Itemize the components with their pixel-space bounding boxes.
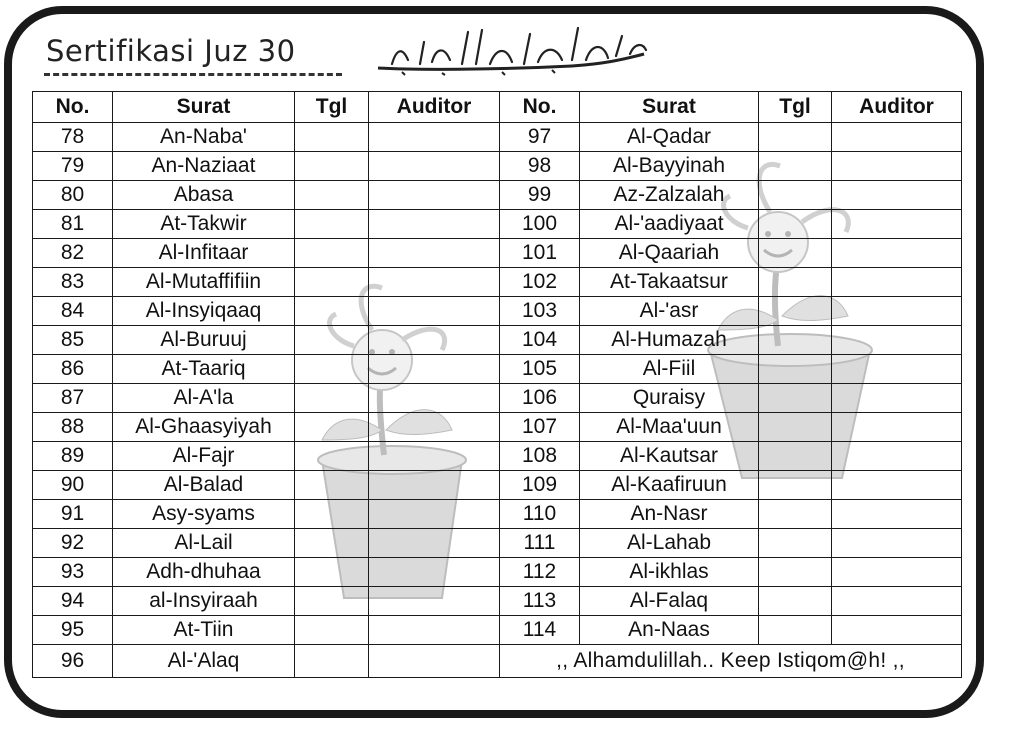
surah-name: Al-Qaariah	[580, 239, 759, 268]
surah-name: Al-Fajr	[113, 442, 295, 471]
date-cell	[295, 442, 369, 471]
table-row	[33, 413, 962, 442]
table-row	[33, 558, 962, 587]
auditor-cell	[369, 210, 500, 239]
surah-name: At-Takaatsur	[580, 268, 759, 297]
surah-name: Al-Qadar	[580, 123, 759, 152]
surah-name: At-Taariq	[113, 355, 295, 384]
auditor-cell	[832, 268, 962, 297]
table-row	[33, 239, 962, 268]
surah-number: 111	[500, 529, 580, 558]
date-cell	[295, 297, 369, 326]
surah-number: 102	[500, 268, 580, 297]
surah-name: al-Insyiraah	[113, 587, 295, 616]
surah-number: 96	[33, 645, 113, 678]
date-cell	[759, 181, 832, 210]
surah-number: 93	[33, 558, 113, 587]
surah-name: Al-'Alaq	[113, 645, 295, 678]
surah-number: 98	[500, 152, 580, 181]
auditor-cell	[369, 645, 500, 678]
surah-number: 78	[33, 123, 113, 152]
date-cell	[295, 500, 369, 529]
surah-number: 91	[33, 500, 113, 529]
surah-name: Al-Fiil	[580, 355, 759, 384]
surah-number: 84	[33, 297, 113, 326]
surah-number: 109	[500, 471, 580, 500]
date-cell	[759, 500, 832, 529]
surah-number: 108	[500, 442, 580, 471]
date-cell	[759, 355, 832, 384]
date-cell	[759, 123, 832, 152]
surah-name: Az-Zalzalah	[580, 181, 759, 210]
table-row	[33, 587, 962, 616]
auditor-cell	[832, 471, 962, 500]
surah-number: 89	[33, 442, 113, 471]
date-cell	[295, 152, 369, 181]
surah-number: 114	[500, 616, 580, 645]
surah-name: Al-'aadiyaat	[580, 210, 759, 239]
auditor-cell	[832, 413, 962, 442]
header-no: No.	[500, 92, 580, 123]
surah-name: Al-ikhlas	[580, 558, 759, 587]
surah-number: 90	[33, 471, 113, 500]
auditor-cell	[832, 181, 962, 210]
surah-number: 113	[500, 587, 580, 616]
auditor-cell	[369, 442, 500, 471]
auditor-cell	[369, 529, 500, 558]
auditor-cell	[369, 413, 500, 442]
auditor-cell	[832, 210, 962, 239]
surah-number: 104	[500, 326, 580, 355]
date-cell	[759, 413, 832, 442]
table-row	[33, 471, 962, 500]
auditor-cell	[832, 326, 962, 355]
surah-name: Al-'asr	[580, 297, 759, 326]
auditor-cell	[832, 123, 962, 152]
date-cell	[759, 558, 832, 587]
header-tgl: Tgl	[295, 92, 369, 123]
auditor-cell	[369, 181, 500, 210]
date-cell	[759, 239, 832, 268]
table-row	[33, 210, 962, 239]
auditor-cell	[832, 616, 962, 645]
surah-number: 86	[33, 355, 113, 384]
auditor-cell	[832, 355, 962, 384]
surah-name: Al-Lail	[113, 529, 295, 558]
date-cell	[759, 268, 832, 297]
auditor-cell	[832, 152, 962, 181]
table-row	[33, 384, 962, 413]
date-cell	[295, 239, 369, 268]
date-cell	[295, 413, 369, 442]
surah-number: 101	[500, 239, 580, 268]
date-cell	[295, 645, 369, 678]
surah-number: 110	[500, 500, 580, 529]
surah-number: 105	[500, 355, 580, 384]
surah-name: An-Naziaat	[113, 152, 295, 181]
table-row	[33, 123, 962, 152]
table-row	[33, 645, 962, 678]
surah-number: 103	[500, 297, 580, 326]
auditor-cell	[369, 326, 500, 355]
date-cell	[295, 123, 369, 152]
date-cell	[295, 326, 369, 355]
surah-number: 79	[33, 152, 113, 181]
table-row	[33, 268, 962, 297]
surah-number: 82	[33, 239, 113, 268]
date-cell	[759, 152, 832, 181]
auditor-cell	[369, 239, 500, 268]
surah-name: Al-Kaafiruun	[580, 471, 759, 500]
surah-name: Al-Buruuj	[113, 326, 295, 355]
date-cell	[295, 384, 369, 413]
date-cell	[295, 268, 369, 297]
surah-number: 87	[33, 384, 113, 413]
surah-name: Adh-dhuhaa	[113, 558, 295, 587]
surah-number: 88	[33, 413, 113, 442]
table-row	[33, 616, 962, 645]
surah-name: Asy-syams	[113, 500, 295, 529]
table-row	[33, 181, 962, 210]
table-row	[33, 442, 962, 471]
surah-name: Al-A'la	[113, 384, 295, 413]
date-cell	[295, 616, 369, 645]
surah-number: 107	[500, 413, 580, 442]
date-cell	[295, 529, 369, 558]
header-auditor: Auditor	[832, 92, 962, 123]
surah-number: 80	[33, 181, 113, 210]
header-row	[33, 92, 962, 123]
auditor-cell	[832, 239, 962, 268]
surah-name: Al-Bayyinah	[580, 152, 759, 181]
surah-number: 81	[33, 210, 113, 239]
surah-name: Al-Balad	[113, 471, 295, 500]
surah-number: 99	[500, 181, 580, 210]
date-cell	[759, 297, 832, 326]
surah-name: Al-Ghaasyiyah	[113, 413, 295, 442]
surah-number: 100	[500, 210, 580, 239]
auditor-cell	[369, 123, 500, 152]
auditor-cell	[369, 558, 500, 587]
auditor-cell	[832, 500, 962, 529]
surah-number: 92	[33, 529, 113, 558]
auditor-cell	[832, 558, 962, 587]
date-cell	[295, 471, 369, 500]
date-cell	[295, 587, 369, 616]
date-cell	[295, 355, 369, 384]
basmalah-calligraphy	[372, 20, 652, 78]
surah-name: Al-Mutaffifiin	[113, 268, 295, 297]
date-cell	[295, 558, 369, 587]
surah-number: 83	[33, 268, 113, 297]
surah-name: Al-Maa'uun	[580, 413, 759, 442]
date-cell	[759, 210, 832, 239]
date-cell	[759, 587, 832, 616]
surah-name: Al-Lahab	[580, 529, 759, 558]
title-underline	[44, 73, 342, 76]
auditor-cell	[832, 587, 962, 616]
auditor-cell	[832, 297, 962, 326]
auditor-cell	[369, 471, 500, 500]
date-cell	[759, 384, 832, 413]
auditor-cell	[369, 268, 500, 297]
surah-name: Al-Kautsar	[580, 442, 759, 471]
table-row	[33, 355, 962, 384]
auditor-cell	[832, 529, 962, 558]
auditor-cell	[369, 500, 500, 529]
surah-name: Al-Infitaar	[113, 239, 295, 268]
table-row	[33, 326, 962, 355]
header-surat: Surat	[113, 92, 295, 123]
surah-name: Quraisy	[580, 384, 759, 413]
closing-message: ,, Alhamdulillah.. Keep Istiqom@h! ,,	[500, 645, 962, 678]
date-cell	[295, 210, 369, 239]
surah-checklist-table	[32, 91, 962, 678]
header-tgl: Tgl	[759, 92, 832, 123]
surah-name: At-Takwir	[113, 210, 295, 239]
surah-name: An-Nasr	[580, 500, 759, 529]
surah-name: At-Tiin	[113, 616, 295, 645]
surah-number: 106	[500, 384, 580, 413]
auditor-cell	[369, 616, 500, 645]
header-surat: Surat	[580, 92, 759, 123]
surah-name: Al-Falaq	[580, 587, 759, 616]
surah-name: An-Naas	[580, 616, 759, 645]
surah-name: Al-Humazah	[580, 326, 759, 355]
surah-name: Al-Insyiqaaq	[113, 297, 295, 326]
table-row	[33, 529, 962, 558]
surah-number: 97	[500, 123, 580, 152]
auditor-cell	[369, 384, 500, 413]
page-title: Sertifikasi Juz 30	[46, 34, 296, 68]
auditor-cell	[832, 384, 962, 413]
surah-number: 85	[33, 326, 113, 355]
header-no: No.	[33, 92, 113, 123]
auditor-cell	[369, 587, 500, 616]
date-cell	[295, 181, 369, 210]
date-cell	[759, 326, 832, 355]
table-row	[33, 152, 962, 181]
auditor-cell	[369, 355, 500, 384]
auditor-cell	[832, 442, 962, 471]
surah-number: 112	[500, 558, 580, 587]
surah-name: An-Naba'	[113, 123, 295, 152]
date-cell	[759, 616, 832, 645]
table-row	[33, 500, 962, 529]
table-row	[33, 297, 962, 326]
date-cell	[759, 529, 832, 558]
auditor-cell	[369, 297, 500, 326]
header-auditor: Auditor	[369, 92, 500, 123]
surah-number: 95	[33, 616, 113, 645]
date-cell	[759, 471, 832, 500]
auditor-cell	[369, 152, 500, 181]
surah-number: 94	[33, 587, 113, 616]
date-cell	[759, 442, 832, 471]
surah-name: Abasa	[113, 181, 295, 210]
